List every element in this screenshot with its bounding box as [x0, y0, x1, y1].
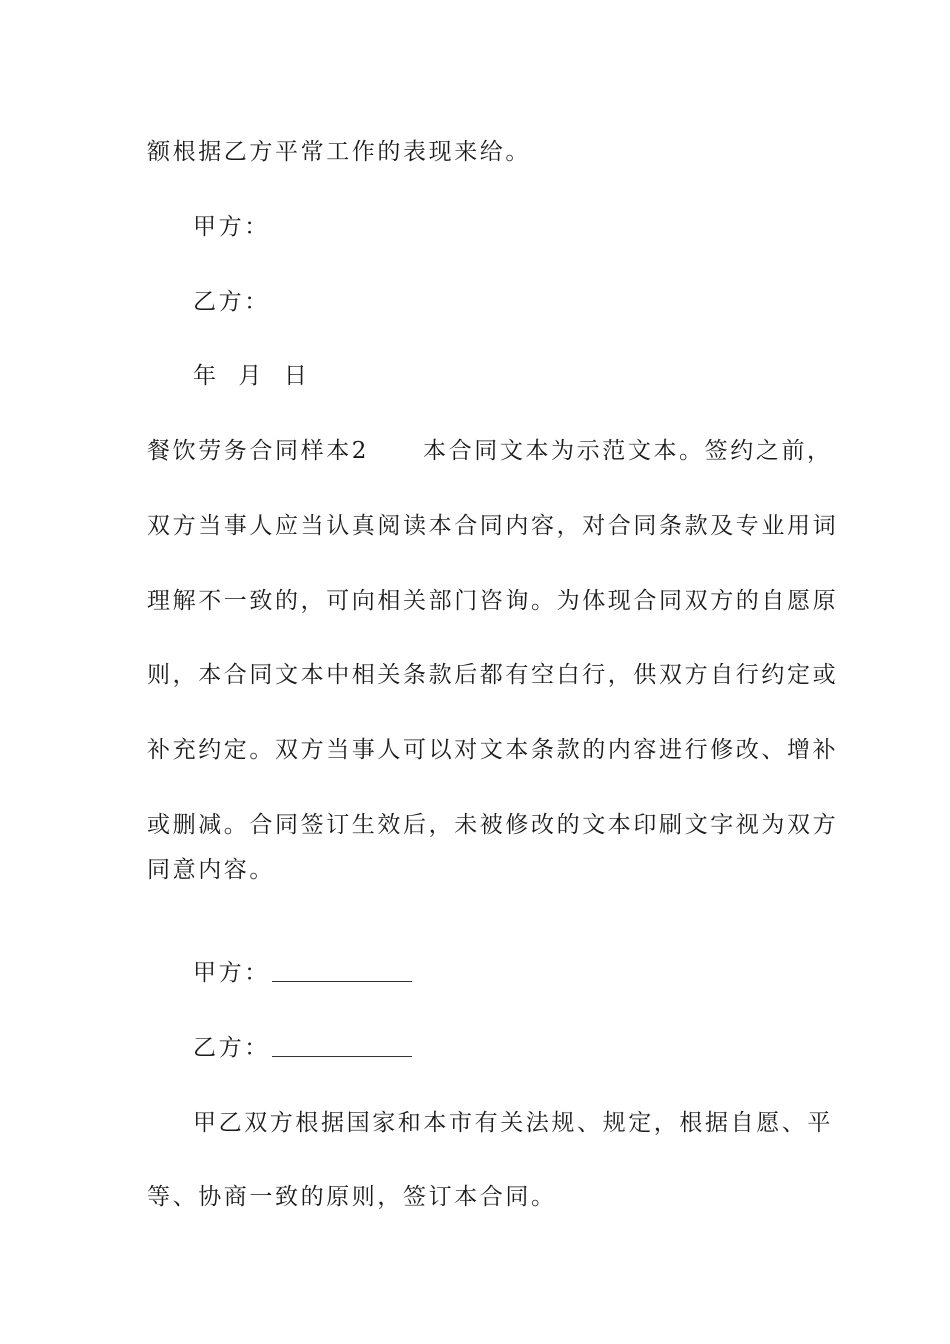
date-line: 年 月 日 [193, 363, 310, 389]
party-b-blank [272, 1036, 412, 1057]
paragraph-line: 双方当事人应当认真阅读本合同内容，对合同条款及专业用词 [147, 513, 839, 539]
paragraph-line: 则，本合同文本中相关条款后都有空白行，供双方自行约定或 [147, 662, 839, 688]
paragraph-text: 本合同文本为示范文本。签约之前， [423, 438, 833, 464]
section-heading-line [147, 436, 833, 466]
section-title: 餐饮劳务合同样本2 [147, 438, 370, 464]
paragraph-line: 同意内容。 [147, 857, 275, 883]
paragraph-line: 或删减。合同签订生效后，未被修改的文本印刷文字视为双方 [147, 812, 839, 838]
party-b-label: 乙方： [193, 1035, 270, 1061]
paragraph-line: 额根据乙方平常工作的表现来给。 [147, 139, 531, 165]
paragraph-line: 等、协商一致的原则，签订本合同。 [147, 1184, 557, 1210]
party-a-label: 甲方： [193, 214, 270, 240]
party-a-blank [272, 961, 412, 982]
party-b-signature-line [193, 1033, 853, 1063]
paragraph-line: 补充约定。双方当事人可以对文本条款的内容进行修改、增补 [147, 737, 839, 763]
party-a-label: 甲方： [193, 960, 270, 986]
party-a-signature-line [193, 958, 853, 988]
party-b-label: 乙方： [193, 289, 270, 315]
paragraph-line: 甲乙双方根据国家和本市有关法规、规定，根据自愿、平 [193, 1110, 833, 1136]
paragraph-line: 理解不一致的，可向相关部门咨询。为体现合同双方的自愿原 [147, 588, 839, 614]
